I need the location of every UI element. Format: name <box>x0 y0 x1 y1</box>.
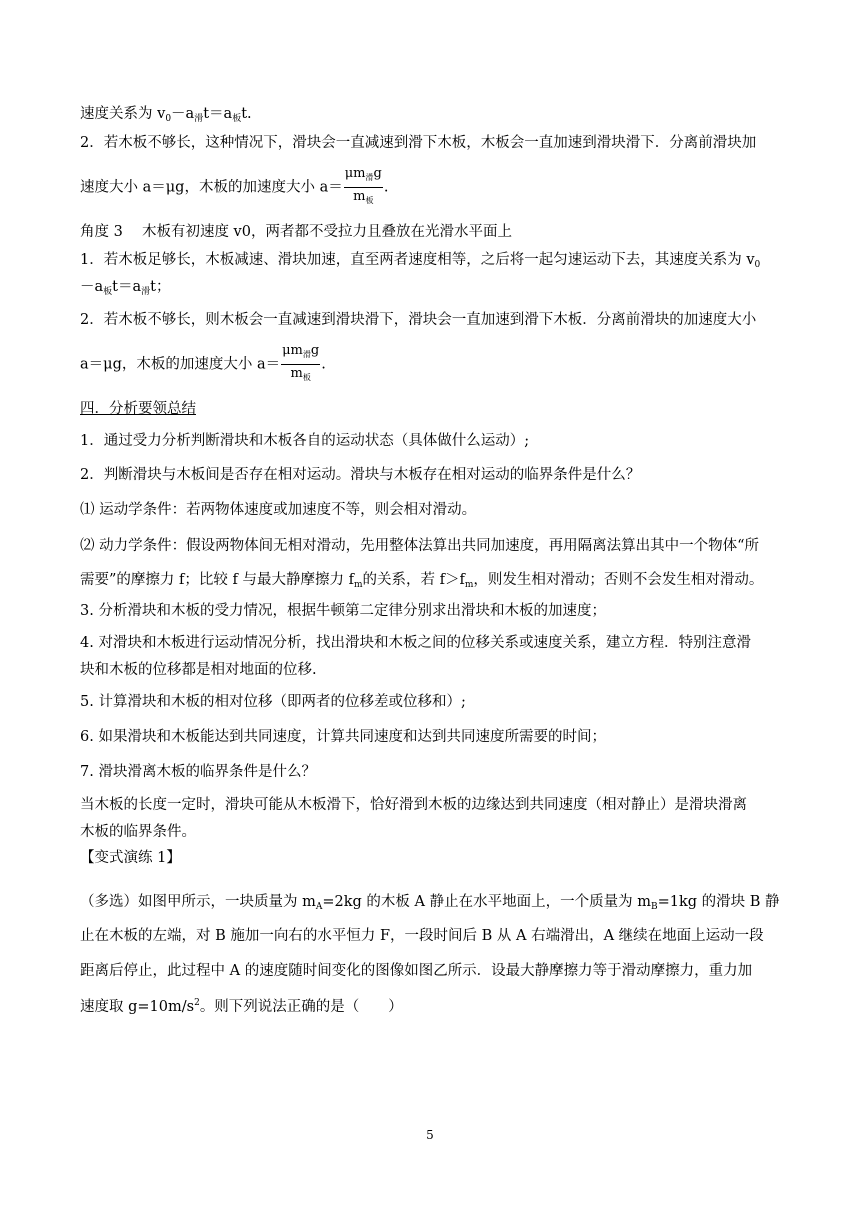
text-line-21: 当木板的长度一定时，滑块可能从木板滑下，恰好滑到木板的边缘达到共同速度（相对静止）是滑块滑离 <box>80 797 747 813</box>
text-line-1 <box>80 104 252 129</box>
superscript: 2 <box>194 998 200 1008</box>
text-line-27 <box>80 993 403 1017</box>
text-line-17: 块和木板的位移都是相对地面的位移. <box>80 662 317 678</box>
text: （多选）如图甲所示，一块质量为 m <box>80 894 316 910</box>
text-line-3 <box>80 166 388 209</box>
text: 需要”的摩擦力 f；比较 f 与最大静摩擦力 f <box>80 572 354 588</box>
subscript: 板 <box>302 373 311 382</box>
numerator: μm <box>344 166 366 181</box>
subscript: 板 <box>103 287 113 297</box>
text: 速度取 g=10m/s <box>80 999 195 1015</box>
text: t； <box>150 279 171 295</box>
denominator: m <box>353 189 366 204</box>
subscript: m <box>464 580 474 590</box>
text: 速度大小 a＝μg，木板的加速度大小 a＝ <box>80 179 343 196</box>
text-line-18: 5. 计算滑块和木板的相对位移（即两者的位移差或位移和）; <box>80 694 466 710</box>
section-heading: 四．分析要领总结 <box>80 401 196 417</box>
fraction <box>344 166 383 209</box>
subscript: 板 <box>232 114 242 124</box>
text: 。则下列说法正确的是（ ） <box>199 999 403 1015</box>
text: t＝a <box>203 106 233 122</box>
text-line-25: 止在木板的左端，对 B 施加一向右的水平恒力 F，一段时间后 B 从 A 右端滑出，A 继续在地面上运动一段 <box>80 928 764 944</box>
subscript: 滑 <box>194 114 204 124</box>
text-line-11: 2．判断滑块与木板间是否存在相对运动。滑块与木板存在相对运动的临界条件是什么？ <box>80 467 641 483</box>
text-line-10: 1．通过受力分析判断滑块和木板各自的运动状态（具体做什么运动）; <box>80 433 530 449</box>
text-line-15: 3. 分析滑块和木板的受力情况，根据牛顿第二定律分别求出滑块和木板的加速度； <box>80 603 606 619</box>
subscript: 滑 <box>365 173 374 182</box>
text-line-16: 4. 对滑块和木板进行运动情况分析，找出滑块和木板之间的位移关系或速度关系，建立方程．特别注意滑 <box>80 635 751 651</box>
subscript: 板 <box>365 196 374 205</box>
text: =2kg 的木板 A 静止在水平地面上，一个质量为 m <box>322 894 651 910</box>
text: 的关系，若 f＞f <box>362 572 465 588</box>
text: t. <box>241 106 252 122</box>
text-line-2: 2．若木板不够长，这种情况下，滑块会一直减速到滑下木板，木板会一直加速到滑块滑下．分离前滑块加 <box>80 135 757 151</box>
text-line-7: 2．若木板不够长，则木板会一直减速到滑块滑下，滑块会一直加速到滑下木板．分离前滑块的加速度大小 <box>80 312 757 328</box>
text: －a <box>171 106 195 122</box>
text-line-20: 7. 滑块滑离木板的临界条件是什么？ <box>80 764 316 780</box>
text: . <box>321 356 326 373</box>
text-line-12: ⑴ 运动学条件：若两物体速度或加速度不等，则会相对滑动。 <box>80 502 477 518</box>
text-line-4: 角度 3 木板有初速度 v0，两者都不受拉力且叠放在光滑水平面上 <box>80 224 512 240</box>
text-line-14 <box>80 570 763 595</box>
page-number: 5 <box>426 1128 434 1142</box>
subscript: 0 <box>165 114 172 124</box>
text-line-13: ⑵ 动力学条件：假设两物体间无相对滑动，先用整体法算出共同加速度，再用隔离法算出其中一个物体“所 <box>80 538 760 554</box>
text: －a <box>80 279 104 295</box>
fraction <box>281 343 320 386</box>
text-line-22: 木板的临界条件。 <box>80 824 196 840</box>
text: 1．若木板足够长，木板减速、滑块加速，直至两者速度相等，之后将一起匀速运动下去，其速度关系为 v <box>80 252 755 268</box>
text: a＝μg，木板的加速度大小 a＝ <box>80 356 281 373</box>
text-line-26: 距离后停止，此过程中 A 的速度随时间变化的图像如图乙所示．设最大静摩擦力等于滑动摩擦力，重力加 <box>80 963 753 979</box>
text: ，则发生相对滑动；否则不会发生相对滑动。 <box>473 572 764 588</box>
numerator: μm <box>282 343 303 358</box>
numerator-g: g <box>373 166 382 181</box>
text-line-8 <box>80 343 326 386</box>
text-line-6 <box>80 277 171 302</box>
text: t＝a <box>112 279 142 295</box>
text: =1kg 的滑块 B 静 <box>657 894 780 910</box>
subscript: B <box>650 902 658 912</box>
text-line-19: 6. 如果滑块和木板能达到共同速度，计算共同速度和达到共同速度所需要的时间； <box>80 729 606 745</box>
text: . <box>383 179 389 196</box>
text-line-5 <box>80 250 760 275</box>
text-line-24 <box>80 892 780 917</box>
text: 速度关系为 v <box>80 106 166 122</box>
subscript: m <box>353 580 363 590</box>
subscript: A <box>315 902 323 912</box>
numerator-g: g <box>310 343 320 358</box>
subscript: 滑 <box>141 287 151 297</box>
subscript: 0 <box>754 260 761 270</box>
denominator: m <box>290 366 303 381</box>
exercise-heading: 【变式演练 1】 <box>80 850 181 866</box>
subscript: 滑 <box>302 350 311 359</box>
